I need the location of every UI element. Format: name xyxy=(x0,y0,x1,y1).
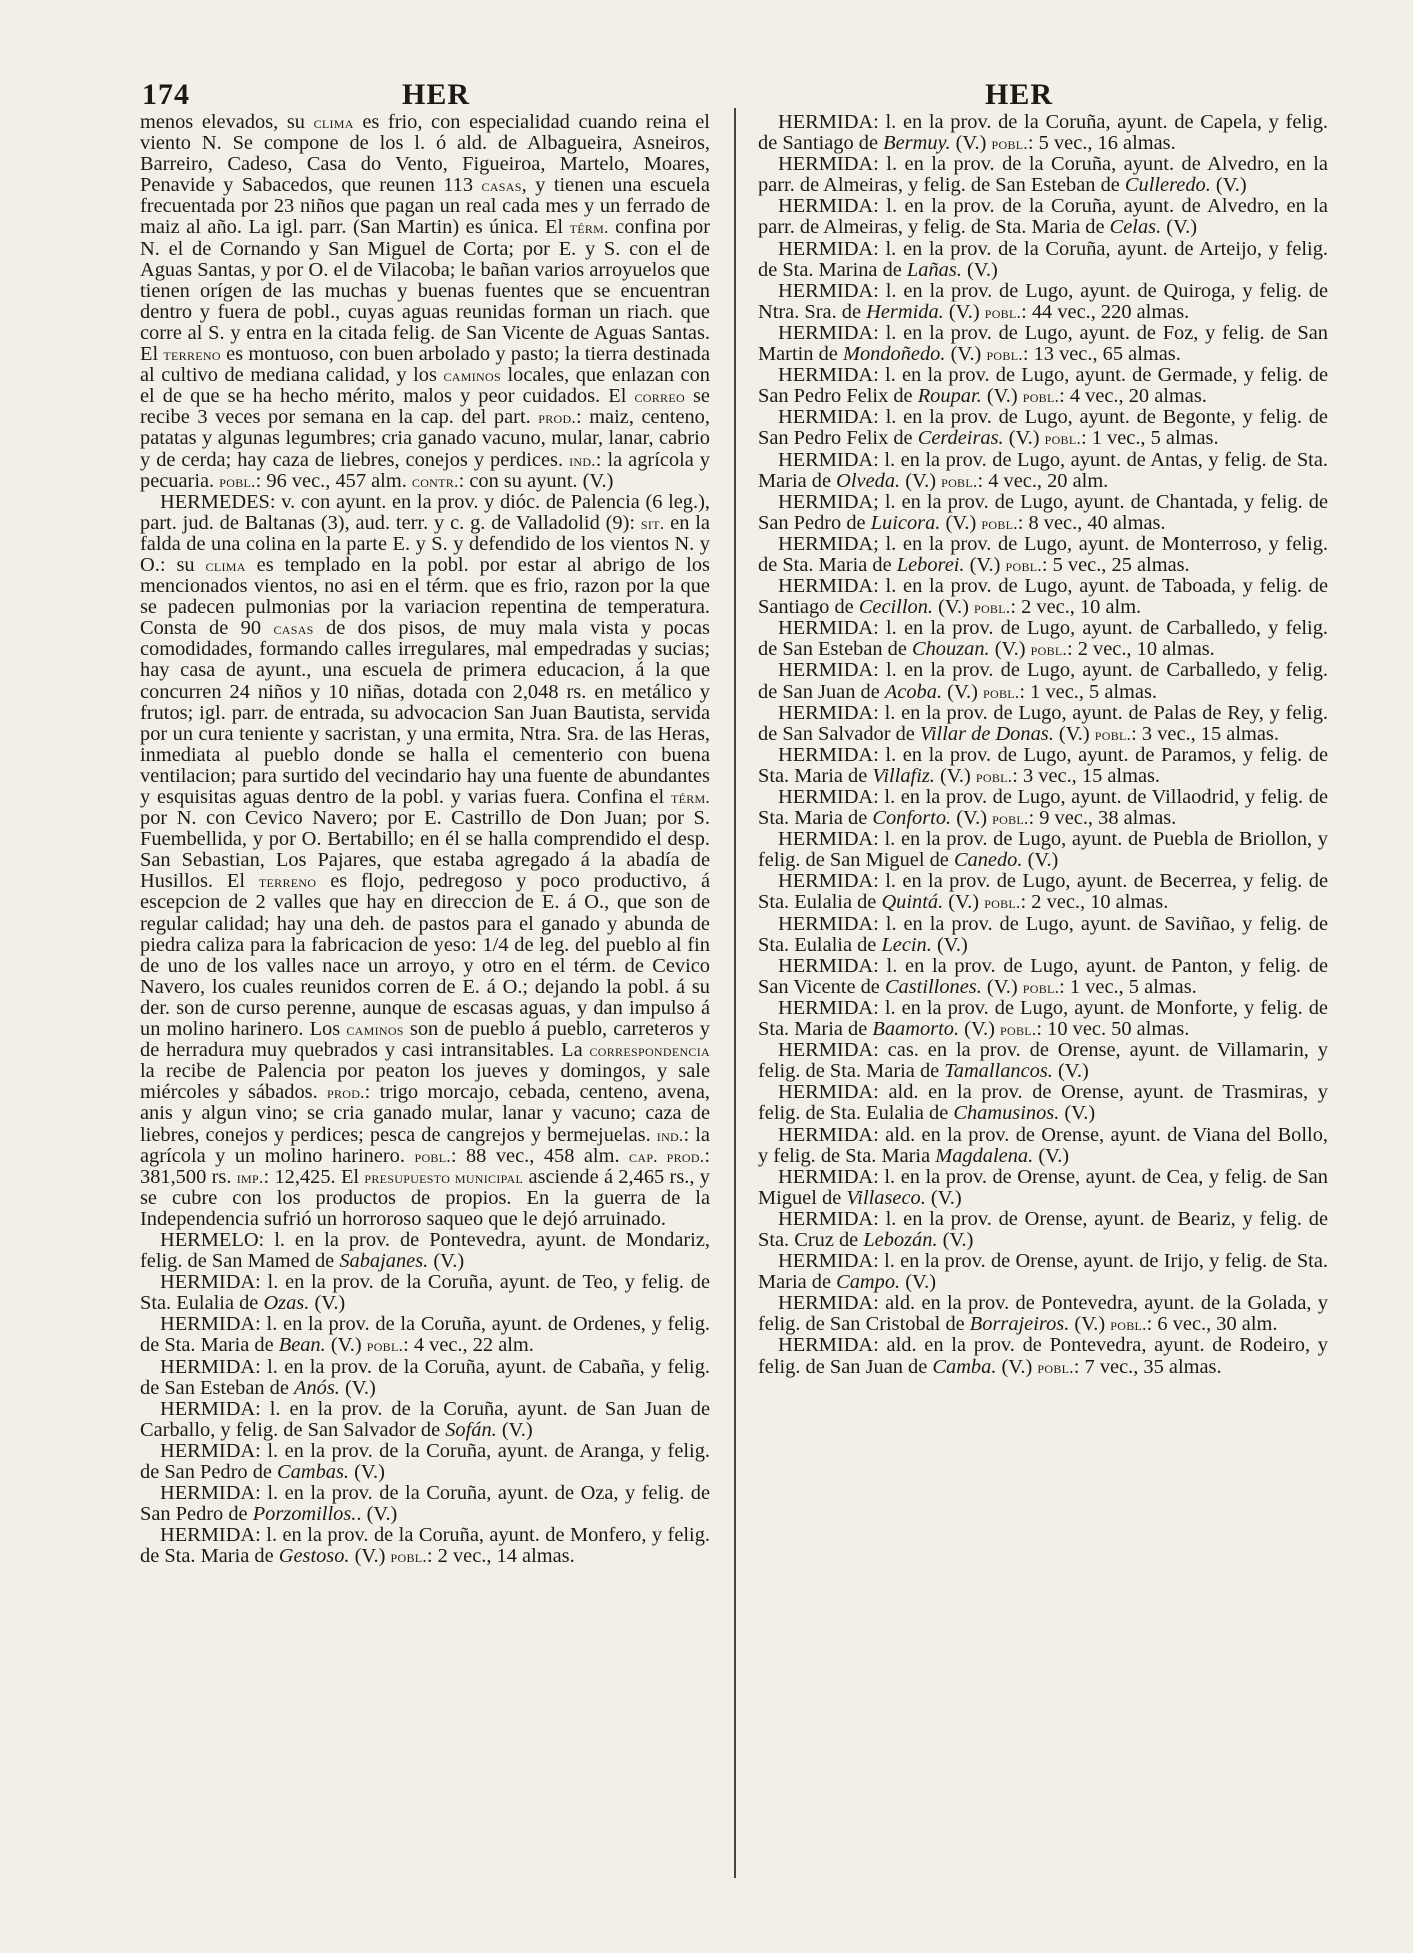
small-caps-term: pobl. xyxy=(981,513,1018,533)
entry-text: (V.) xyxy=(496,1418,533,1441)
dictionary-entry xyxy=(758,1209,1328,1251)
entry-text: HERMIDA: l. en la prov. de Lugo, ayunt. de Monforte, y felig. de Sta. Maria de xyxy=(758,996,1328,1041)
entry-text: : 2 vec., 10 almas. xyxy=(1066,638,1215,661)
place-name: Campo. xyxy=(836,1271,901,1294)
entry-text: HERMIDA: l. en la prov. de Lugo, ayunt. de Foz, y felig. de San Martin de xyxy=(758,321,1328,366)
entry-text: HERMIDA: ald. en la prov. de Orense, ayunt. de Viana del Bollo, y felig. de Sta. Maria xyxy=(758,1123,1328,1167)
entry-text: (V.) xyxy=(1003,427,1045,450)
small-caps-term: prod. xyxy=(326,1083,365,1103)
entry-text: HERMIDA: l. en la prov. de Lugo, ayunt. de Taboada, y felig. de Santiago de xyxy=(758,575,1328,619)
dictionary-entry xyxy=(140,112,710,492)
entry-text: la recibe de Palencia por peaton los jueves y domingos, y sale miércoles y sábados. xyxy=(140,1060,710,1104)
entry-text: (V.) xyxy=(1210,174,1247,197)
place-name: Camba. xyxy=(932,1355,997,1378)
dictionary-entry xyxy=(140,1483,710,1525)
place-name: Castillones. xyxy=(884,975,982,998)
small-caps-term: pobl. xyxy=(1037,1357,1074,1377)
dictionary-entry xyxy=(758,829,1328,871)
dictionary-entry xyxy=(758,1167,1328,1209)
dictionary-entry xyxy=(758,998,1328,1040)
dictionary-entry xyxy=(758,745,1328,787)
dictionary-entry xyxy=(140,1441,710,1483)
entry-text: : 1 vec., 5 almas. xyxy=(1080,427,1219,450)
entry-text: (V.) xyxy=(1022,849,1059,872)
entry-text: HERMEDES: v. con ayunt. en la prov. y dióc. de Palencia (6 leg.), part. jud. de Baltanas (3), aud. terr. y c. g. de Valladolid (9): xyxy=(140,490,710,534)
entry-text: (V.) xyxy=(951,807,993,830)
place-name: Sabajanes. xyxy=(339,1250,429,1273)
dictionary-entry xyxy=(140,492,710,1230)
entry-text: (V.) xyxy=(961,258,998,281)
small-caps-term: contr. xyxy=(411,471,459,491)
left-column xyxy=(140,112,710,1567)
place-name: Borrajeiros. xyxy=(969,1313,1070,1336)
entry-text: : la agrícola y un molino harinero. xyxy=(140,1123,710,1167)
entry-text: : 5 vec., 25 almas. xyxy=(1041,553,1190,576)
small-caps-term: casas xyxy=(481,176,522,196)
entry-text: es frio, con especialidad cuando reina el viento N. Se compone de los l. ó ald. de Albagueira, Asneiros, Barreiro, Cadeso, Casa do Vento, Figueiroa, Martelo, Moares, Penavide y Sabacedos, que reunen 113 xyxy=(140,111,710,197)
small-caps-term: pobl. xyxy=(986,345,1023,365)
place-name: Roupar. xyxy=(917,385,982,408)
dictionary-entry xyxy=(758,323,1328,365)
entry-text: (V.) xyxy=(959,1018,1001,1041)
place-name: Hermida. xyxy=(866,300,944,323)
entry-text: : 10 vec. 50 almas. xyxy=(1036,1018,1190,1041)
dictionary-entry xyxy=(758,576,1328,618)
entry-text: : 4 vec., 20 almas. xyxy=(1059,385,1207,408)
small-caps-term: pobl. xyxy=(991,134,1028,154)
small-caps-term: cap. prod. xyxy=(629,1146,705,1166)
place-name: Cambas. xyxy=(277,1461,349,1483)
entry-text: HERMIDA: ald. en la prov. de Orense, ayunt. de Trasmiras, y felig. de Sta. Eulalia de xyxy=(758,1081,1328,1125)
entry-text: HERMIDA: l. en la prov. de la Coruña, ayunt. de Aranga, y felig. de San Pedro de xyxy=(140,1439,710,1483)
entry-text: por N. con Cevico Navero; por E. Castrillo de Don Juan; por S. Fuembellida, y por O. Bertabillo; en él se halla comprendido el desp. San Sebastian, Los Pajares, que estaba agregado á la abadía de Husillos. El xyxy=(140,807,710,893)
small-caps-term: casas xyxy=(273,619,314,639)
running-head-right: HER xyxy=(985,78,1054,111)
entry-text: : 4 vec., 22 alm. xyxy=(403,1334,534,1357)
entry-text: locales, que enlazan con el de que se ha hecho mérito, malos y peor cuidados. El xyxy=(140,364,710,408)
place-name: Quintá. xyxy=(881,891,944,914)
entry-text: confina por N. el de Cornando y San Miguel de Corta; por E. y S. con el de Aguas Santas, y por O. el de Vilacoba; le bañan varios arroyuelos que tienen orígen de las muchas y buenas fuentes que se encuentran dentro y fuera de pobl., cuyas aguas reunidas forman un riach. que corre al S. y entra en la citada felig. de San Vicente de Aguas Santas. El xyxy=(140,216,710,366)
entry-text: HERMIDA: l. en la prov. de Lugo, ayunt. de Panton, y felig. de San Vicente de xyxy=(758,954,1328,998)
small-caps-term: pobl. xyxy=(941,471,978,491)
entry-text: (V.) xyxy=(996,1355,1038,1378)
entry-text: : 44 vec., 220 almas. xyxy=(1021,300,1190,323)
right-column xyxy=(758,112,1328,1378)
small-caps-term: clima xyxy=(313,113,354,132)
entry-text: (V.) xyxy=(989,638,1031,661)
dictionary-entry xyxy=(758,534,1328,576)
running-head-left: HER xyxy=(402,78,471,111)
dictionary-entry xyxy=(758,1335,1328,1377)
entry-text: son de pueblo á pueblo, carreteros y de herradura muy quebrados y casi intransitables. La xyxy=(140,1018,710,1062)
dictionary-entry xyxy=(140,1525,710,1567)
entry-text: : maiz, centeno, patatas y algunas legumbres; cria ganado vacuno, mular, lanar, cabrio y de cerda; hay caza de liebres, conejos y perdices. xyxy=(140,406,710,471)
entry-text: (V.) xyxy=(1033,1144,1070,1167)
entry-text: HERMIDA: l. en la prov. de la Coruña, ayunt. de Capela, y felig. de Santiago de xyxy=(758,111,1328,155)
entry-text: HERMIDA: l. en la prov. de la Coruña, ayunt. de Alvedro, en la parr. de Almeiras, y felig. de San Esteban de xyxy=(758,153,1328,197)
place-name: Gestoso. xyxy=(278,1545,350,1568)
small-caps-term: presupuesto municipal xyxy=(364,1167,524,1187)
place-name: Acoba. xyxy=(884,680,943,703)
entry-text: HERMIDA: l. en la prov. de la Coruña, ayunt. de Alvedro, en la parr. de Almeiras, y felig. de Sta. Maria de xyxy=(758,195,1328,239)
place-name: Lebozán. xyxy=(863,1228,938,1251)
small-caps-term: pobl. xyxy=(414,1146,451,1166)
dictionary-entry xyxy=(758,154,1328,196)
small-caps-term: terreno xyxy=(258,872,317,892)
entry-text: (V.) xyxy=(933,596,974,619)
entry-text: (V.) xyxy=(925,1186,962,1209)
entry-text: (V.) xyxy=(1053,722,1095,745)
entry-text: (V.) xyxy=(1052,1060,1089,1083)
place-name: Lañas. xyxy=(906,258,962,281)
entry-text: (V.) xyxy=(981,385,1023,408)
dictionary-entry xyxy=(758,196,1328,238)
dictionary-entry xyxy=(758,1040,1328,1082)
entry-text: HERMIDA: l. en la prov. de la Coruña, ayunt. de Teo, y felig. de Sta. Eulalia de xyxy=(140,1271,710,1315)
place-name: Villafiz. xyxy=(872,764,935,787)
entry-text: : trigo morcajo, cebada, centeno, avena, anis y algun vino; se cria ganado mular, lanar y vacuno; caza de liebres, conejos y perdices; pesca de cangrejos y bermejuelas. xyxy=(140,1081,710,1146)
place-name: Baamorto. xyxy=(872,1018,960,1041)
place-name: Chamusinos. xyxy=(953,1102,1060,1125)
column-divider xyxy=(734,108,736,1878)
dictionary-entry xyxy=(758,281,1328,323)
entry-text: de dos pisos, de muy mala vista y pocas comodidades, formando calles irregulares, mal empedradas y sucias; hay casa de ayunt., una escuela de primera educacion, á la que concurren 24 niños y 10 niñas, dotada con 2,048 rs. en metálico y frutos; igl. parr. de entrada, su advocacion San Juan Bautista, servida por un cura teniente y sacristan, y una ermita, Ntra. Sra. de las Heras, inmediata al pueblo donde se halla el cementerio con buena ventilacion; para surtido del vecindario hay una fuente de abundantes y esquisitas aguas dentro de la pobl. y varias fuera. Confina el xyxy=(140,617,710,808)
entry-text: HERMIDA: l. en la prov. de Lugo, ayunt. de Paramos, y felig. de Sta. Maria de xyxy=(758,743,1328,787)
small-caps-term: caminos xyxy=(443,366,501,386)
dictionary-entry xyxy=(758,450,1328,492)
place-name: Olveda. xyxy=(836,469,901,492)
entry-text: : 13 vec., 65 almas. xyxy=(1022,343,1181,366)
place-name: Porzomillos. xyxy=(252,1503,357,1526)
dictionary-entry xyxy=(758,703,1328,745)
entry-text: (V.) xyxy=(934,764,976,787)
entry-text: (V.) xyxy=(981,975,1023,998)
dictionary-entry xyxy=(758,492,1328,534)
dictionary-entry xyxy=(758,239,1328,281)
small-caps-term: correspondencia xyxy=(589,1041,710,1061)
entry-text: HERMIDA: l. en la prov. de la Coruña, ayunt. de Oza, y felig. de San Pedro de xyxy=(140,1482,710,1526)
entry-text: : 2 vec., 14 almas. xyxy=(426,1545,575,1568)
entry-text: : 3 vec., 15 almas. xyxy=(1131,722,1279,745)
dictionary-entry xyxy=(758,914,1328,956)
entry-text: . (V.) xyxy=(356,1503,398,1526)
entry-text: (V.) xyxy=(950,132,992,155)
entry-text: : 12,425. El xyxy=(263,1165,365,1188)
small-caps-term: pobl. xyxy=(366,1336,404,1356)
small-caps-term: pobl. xyxy=(219,471,256,491)
entry-text: HERMIDA: l. en la prov. de Lugo, ayunt. de Puebla de Briollon, y felig. de San Miguel de xyxy=(758,828,1328,872)
place-name: Culleredo. xyxy=(1124,174,1211,197)
entry-text: (V.) xyxy=(309,1292,346,1315)
entry-text: : 88 vec., 458 alm. xyxy=(450,1144,630,1167)
small-caps-term: pobl. xyxy=(984,893,1021,913)
dictionary-entry xyxy=(758,1251,1328,1293)
dictionary-entry xyxy=(758,365,1328,407)
entry-text: HERMIDA: ald. en la prov. de Pontevedra, ayunt. de Rodeiro, y felig. de San Juan de xyxy=(758,1334,1328,1378)
entry-text: HERMIDA: l. en la prov. de la Coruña, ayunt. de San Juan de Carballo, y felig. de San Salvador de xyxy=(140,1397,710,1441)
dictionary-entry xyxy=(758,1293,1328,1335)
entry-text: HERMIDA: l. en la prov. de la Coruña, ayunt. de Monfero, y felig. de Sta. Maria de xyxy=(140,1524,710,1568)
entry-text: HERMIDA: l. en la prov. de Lugo, ayunt. de Carballedo, y felig. de San Juan de xyxy=(758,659,1328,703)
entry-text: HERMIDA; l. en la prov. de Lugo, ayunt. de Chantada, y felig. de San Pedro de xyxy=(758,490,1328,534)
entry-text: es templado en la pobl. por estar al abrigo de los mencionados vientos, no asi en el térm. que es frio, razon por la que se padecen pulmonias por la variacion repentina de temperatura. Consta de 90 xyxy=(140,553,710,640)
entry-text: HERMIDA: l. en la prov. de Orense, ayunt. de Beariz, y felig. de Sta. Cruz de xyxy=(758,1207,1328,1251)
entry-text: se recibe 3 veces por semana en la cap. del part. xyxy=(140,385,710,429)
dictionary-entry xyxy=(758,787,1328,829)
page-number: 174 xyxy=(142,78,190,111)
entry-text: (V.) xyxy=(931,933,968,956)
entry-text: : 96 vec., 457 alm. xyxy=(255,469,412,492)
entry-text: : 8 vec., 40 almas. xyxy=(1017,511,1166,534)
place-name: Conforto. xyxy=(872,807,952,830)
entry-text: : con su ayunt. (V.) xyxy=(458,469,614,492)
entry-text: : 4 vec., 20 alm. xyxy=(977,469,1109,492)
small-caps-term: pobl. xyxy=(975,766,1013,786)
place-name: Villar de Donas. xyxy=(919,722,1054,745)
dictionary-entry xyxy=(758,618,1328,660)
place-name: Cecillon. xyxy=(858,596,933,619)
dictionary-entry xyxy=(758,112,1328,154)
entry-text: : 5 vec., 16 almas. xyxy=(1027,132,1176,155)
entry-text: HERMIDA: l. en la prov. de la Coruña, ayunt. de Arteijo, y felig. de Sta. Marina de xyxy=(758,237,1328,281)
dictionary-entry xyxy=(758,956,1328,998)
small-caps-term: térm. xyxy=(670,788,710,807)
entry-text: (V.) xyxy=(942,680,984,703)
dictionary-entry xyxy=(758,871,1328,913)
entry-text: HERMIDA: ald. en la prov. de Pontevedra, ayunt. de la Golada, y felig. de San Cristobal de xyxy=(758,1292,1328,1336)
entry-text: : 2 vec., 10 alm. xyxy=(1010,596,1142,619)
entry-text: (V.) xyxy=(940,511,982,534)
entry-text: (V.) xyxy=(900,469,942,492)
small-caps-term: caminos xyxy=(346,1020,404,1040)
small-caps-term: pobl. xyxy=(1044,429,1081,449)
entry-text: HERMIDA: l. en la prov. de Lugo, ayunt. de Carballedo, y felig. de San Esteban de xyxy=(758,617,1328,661)
entry-text: HERMIDA: l. en la prov. de Lugo, ayunt. de Becerrea, y felig. de Sta. Eulalia de xyxy=(758,870,1328,914)
small-caps-term: terreno xyxy=(163,345,221,365)
entry-text: (V.) xyxy=(1059,1102,1096,1125)
entry-text: (V.) xyxy=(900,1271,937,1294)
entry-text: : 1 vec., 5 almas. xyxy=(1059,975,1197,998)
entry-text: (V.) xyxy=(349,1545,391,1568)
entry-text: es flojo, pedregoso y poco productivo, á escepcion de 2 valles que hay en direccion de E. á O., que son de regular calidad; hay una deh. de pastos para el ganado y abunda de piedra caliza para la fabricacion de yeso: 1/4 de leg. del pueblo al fin de uno de los valles nace un arroyo, y otro en el térm. de Cevico Navero, los cuales reunidos corren de E. á O.; dejando la pobl. á su der. son de curso perenne, aunque de escasas aguas, y dan impulso á un molino harinero. Los xyxy=(140,870,710,1041)
place-name: Anós. xyxy=(294,1376,340,1399)
entry-text: HERMELO: l. en la prov. de Pontevedra, ayunt. de Mondariz, felig. de San Mamed de xyxy=(140,1228,710,1273)
entry-text: es montuoso, con buen arbolado y pasto; la tierra destinada al cultivo de mediana calidad, y los xyxy=(140,343,711,387)
place-name: Luicora. xyxy=(870,511,941,534)
entry-text: HERMIDA: cas. en la prov. de Orense, ayunt. de Villamarin, y felig. de Sta. Maria de xyxy=(758,1039,1328,1083)
dictionary-entry xyxy=(140,1399,710,1441)
entry-text: : la agrícola y pecuaria. xyxy=(140,448,711,492)
entry-text: en la falda de una colina en la parte E. y S. y defendido de los vientos N. y O.: su xyxy=(140,511,710,576)
small-caps-term: correo xyxy=(634,387,685,407)
entry-text: (V.) xyxy=(943,300,985,323)
small-caps-term: pobl. xyxy=(1005,555,1042,575)
dictionary-entry xyxy=(758,1125,1328,1167)
small-caps-term: pobl. xyxy=(1022,387,1060,407)
entry-text: HERMIDA: l. en la prov. de Lugo, ayunt. de Villaodrid, y felig. de Sta. Maria de xyxy=(758,786,1328,830)
entry-text: HERMIDA: l. en la prov. de Orense, ayunt. de Irijo, y felig. de Sta. Maria de xyxy=(758,1250,1328,1294)
entry-text: : 7 vec., 35 almas. xyxy=(1073,1355,1222,1378)
small-caps-term: ind. xyxy=(656,1125,684,1145)
entry-text: menos elevados, su xyxy=(140,111,314,133)
entry-text: HERMIDA: l. en la prov. de Lugo, ayunt. de Saviñao, y felig. de Sta. Eulalia de xyxy=(758,912,1328,956)
dictionary-entry xyxy=(758,407,1328,449)
dictionary-entry xyxy=(140,1230,710,1272)
entry-text: : 381,500 rs. xyxy=(140,1144,710,1188)
place-name: Lecin. xyxy=(881,933,932,956)
entry-text: HERMIDA: l. en la prov. de Lugo, ayunt. de Germade, y felig. de San Pedro Felix de xyxy=(758,364,1328,408)
entry-text: (V.) xyxy=(1161,216,1198,239)
entry-text: : 3 vec., 15 almas. xyxy=(1012,764,1161,787)
entry-text: HERMIDA: l. en la prov. de Lugo, ayunt. de Antas, y felig. de Sta. Maria de xyxy=(758,448,1328,492)
small-caps-term: pobl. xyxy=(1000,1020,1037,1040)
entry-text: HERMIDA: l. en la prov. de Lugo, ayunt. de Begonte, y felig. de San Pedro Felix de xyxy=(758,406,1328,450)
entry-text: , y tienen una escuela frecuentada por 23 niños que pagan un real cada mes y un ferrado de maiz al año. La igl. parr. (San Martin) es única. El xyxy=(140,174,710,239)
place-name: Celas. xyxy=(1109,216,1162,239)
place-name: Cerdeiras. xyxy=(917,427,1004,450)
entry-text: (V.) xyxy=(428,1250,465,1273)
small-caps-term: térm. xyxy=(569,218,609,238)
entry-text: (V.) xyxy=(943,891,985,914)
dictionary-entry xyxy=(758,1082,1328,1124)
entry-text: asciende á 2,465 rs., y se cubre con los productos de propios. En la guerra de la Independencia sufrió un horroroso saqueo que le dejó arruinado. xyxy=(140,1165,710,1230)
entry-text: HERMIDA: l. en la prov. de la Coruña, ayunt. de Ordenes, y felig. de Sta. Maria de xyxy=(140,1313,710,1357)
small-caps-term: clima xyxy=(205,555,246,575)
entry-text: HERMIDA: l. en la prov. de Lugo, ayunt. de Palas de Rey, y felig. de San Salvador de xyxy=(758,701,1328,745)
entry-text: (V.) xyxy=(937,1228,974,1251)
place-name: Canedo. xyxy=(953,849,1023,872)
small-caps-term: pobl. xyxy=(1094,724,1132,744)
place-name: Bermuy. xyxy=(883,132,951,155)
entry-text: HERMIDA; l. en la prov. de Lugo, ayunt. de Monterroso, y felig. de Sta. Maria de xyxy=(758,532,1328,576)
entry-text: : 6 vec., 30 alm. xyxy=(1146,1313,1278,1336)
small-caps-term: pobl. xyxy=(973,598,1011,618)
place-name: Chouzan. xyxy=(912,638,990,661)
dictionary-entry xyxy=(140,1357,710,1399)
small-caps-term: ind. xyxy=(569,450,596,470)
small-caps-term: imp. xyxy=(236,1167,264,1187)
small-caps-term: pobl. xyxy=(1030,640,1067,660)
entry-text: (V.) xyxy=(339,1376,376,1399)
entry-text: (V.) xyxy=(945,343,987,366)
dictionary-entry xyxy=(758,660,1328,702)
place-name: Tamallancos. xyxy=(944,1060,1053,1083)
place-name: Mondoñedo. xyxy=(842,343,946,366)
entry-text: (V.) xyxy=(349,1461,385,1483)
small-caps-term: pobl. xyxy=(992,809,1029,829)
entry-text: HERMIDA: l. en la prov. de Lugo, ayunt. de Quiroga, y felig. de Ntra. Sra. de xyxy=(758,279,1328,323)
entry-text: HERMIDA: l. en la prov. de la Coruña, ayunt. de Cabaña, y felig. de San Esteban de xyxy=(140,1355,710,1399)
small-caps-term: pobl. xyxy=(1022,977,1060,997)
entry-text: (V.) xyxy=(964,553,1006,576)
small-caps-term: sit. xyxy=(640,513,665,533)
place-name: Leborei. xyxy=(896,553,965,576)
entry-text: : 2 vec., 10 almas. xyxy=(1020,891,1169,914)
place-name: Villaseco. xyxy=(846,1186,926,1209)
small-caps-term: prod. xyxy=(538,408,576,428)
entry-text: (V.) xyxy=(325,1334,367,1357)
place-name: Bean. xyxy=(278,1334,326,1357)
small-caps-term: pobl. xyxy=(984,302,1022,322)
entry-text: HERMIDA: l. en la prov. de Orense, ayunt. de Cea, y felig. de San Miguel de xyxy=(758,1165,1328,1209)
small-caps-term: pobl. xyxy=(390,1547,427,1567)
dictionary-entry xyxy=(140,1314,710,1356)
dictionary-entry xyxy=(140,1272,710,1314)
place-name: Ozas. xyxy=(263,1292,310,1315)
entry-text: (V.) xyxy=(1069,1313,1111,1336)
entry-text: : 9 vec., 38 almas. xyxy=(1028,807,1177,830)
small-caps-term: pobl. xyxy=(1110,1315,1147,1335)
place-name: Magdalena. xyxy=(935,1144,1034,1167)
entry-text: : 1 vec., 5 almas. xyxy=(1019,680,1158,703)
small-caps-term: pobl. xyxy=(983,682,1020,702)
place-name: Sofán. xyxy=(445,1418,497,1441)
